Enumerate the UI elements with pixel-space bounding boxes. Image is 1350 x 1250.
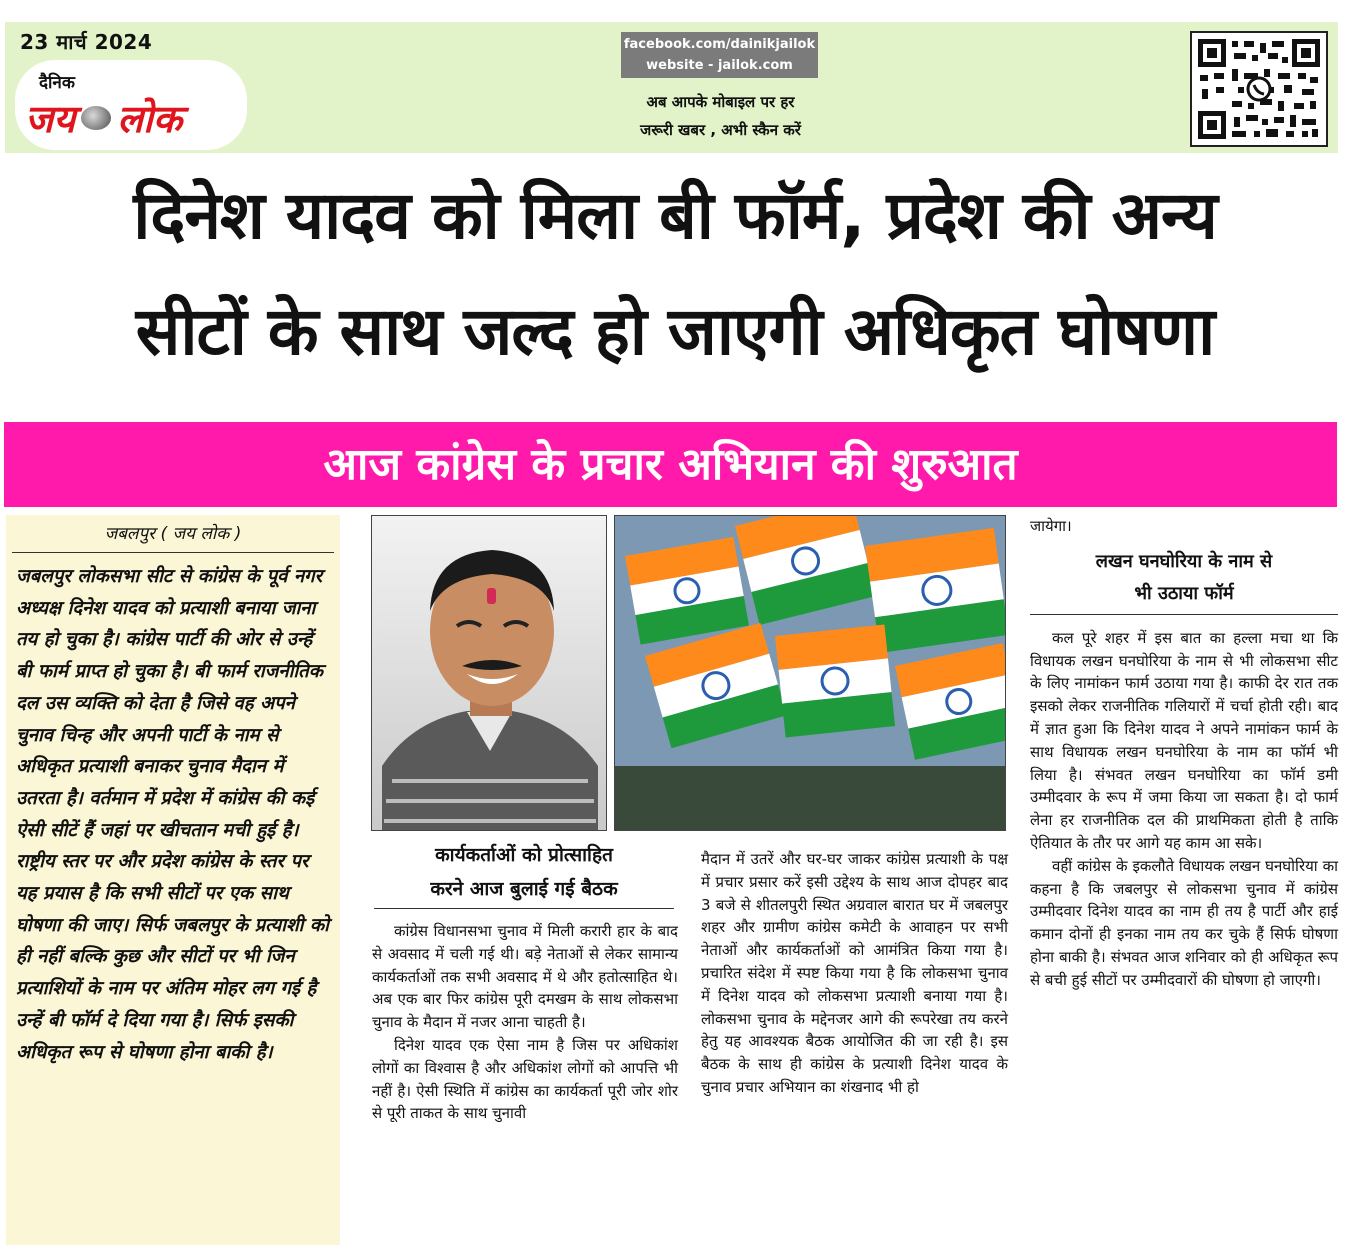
meeting-para-1: कांग्रेस विधानसभा चुनाव में मिली करारी हार के बाद से अवसाद में चली गई थी। बड़े नेताओं से लेकर सामान्य कार्यकर्ताओं तक सभी अवसाद में थे और हतोत्साहित थे। अब एक बार फिर कांग्रेस पूरी दमखम के साथ लोकसभा चुनाव के मैदान में नजर आना चाहती है।	[372, 922, 678, 1032]
lakhan-subheading	[1030, 546, 1338, 615]
scan-line-2: जरूरी खबर , अभी स्कैन करें	[640, 121, 801, 139]
logo-word-lok: लोक	[117, 97, 183, 141]
continuation-para: मैदान में उतरें और घर-घर जाकर कांग्रेस प्रत्याशी के पक्ष में प्रचार प्रसार करें इसी उद्देश्य के साथ आज दोपहर बाद 3 बजे से शीतलपुरी स्थित अग्रवाल बारात घर में जबलपुर शहर और ग्रामीण कांग्रेस कमेटी के आवाहन पर सभी नेताओं और कार्यकर्ताओं को आमंत्रित किया गया है। प्रचारित संदेश में स्पष्ट किया गया है कि लोकसभा चुनाव में दिनेश यादव को लोकसभा प्रत्याशी बनाया गया है। लोकसभा चुनाव के मद्देनजर आगे की रूपरेखा तय करने हेतु यह आवश्यक बैठक आयोजित की जा रही है। इस बैठक के साथ ही कांग्रेस के प्रत्याशी दिनेश यादव के चुनाव प्रचार अभियान का शंखनाद भी हो	[701, 850, 1008, 1096]
headline-line-1: दिनेश यादव को मिला बी फॉर्म, प्रदेश की अन्य	[133, 177, 1217, 254]
dateline: जबलपुर ( जय लोक )	[12, 515, 334, 553]
lakhan-subheading-line-2: भी उठाया फॉर्म	[1134, 582, 1234, 604]
logo-dainik: दैनिक	[39, 73, 75, 93]
logo-word-jai: जय	[25, 97, 76, 141]
lakhan-para-1: कल पूरे शहर में इस बात का हल्ला मचा था कि विधायक लखन घनघोरिया के नाम से भी लोकसभा सीट के लिए नामांकन फार्म उठाया गया है। काफी देर रात तक इसको लेकर राजनीतिक गलियारों में चर्चा होती रही। बाद में ज्ञात हुआ कि दिनेश यादव ने अपने नामांकन फार्म के साथ विधायक लखन घनघोरिया के नाम का फॉर्म भी लिया है। संभवत लखन घनघोरिया का फॉर्म डमी उम्मीदवार के रूप में जमा किया जा सकता है। दो फार्म लेना हर राजनीतिक दल की प्राथमिकता होती है ताकि ऐतियात के तौर पर आगे यह काम आ सके।	[1030, 628, 1338, 852]
congress-flags-photo	[614, 515, 1006, 831]
facebook-link[interactable]: facebook.com/dainikjailok	[623, 37, 816, 52]
masthead	[5, 22, 1338, 153]
meeting-subheading-line-1: कार्यकर्ताओं को प्रोत्साहित	[435, 844, 613, 866]
lakhan-subheading-line-1: लखन घनघोरिया के नाम से	[1095, 550, 1273, 572]
logo-title	[25, 92, 182, 144]
continuation-column	[701, 848, 1008, 1099]
meeting-subheading	[374, 838, 674, 909]
social-links	[621, 32, 818, 78]
meeting-subheading-line-2: करने आज बुलाई गई बैठक	[430, 878, 618, 900]
lakhan-story-column	[1030, 515, 1338, 992]
scan-prompt	[588, 88, 853, 144]
continued-text: जायेगा।	[1030, 517, 1072, 535]
lead-story-text: जबलपुर लोकसभा सीट से कांग्रेस के पूर्व नगर अध्यक्ष दिनेश यादव को प्रत्याशी बनाया जाना तय हो चुका है। कांग्रेस पार्टी की ओर से उन्हें बी फार्म प्राप्त हो चुका है। बी फार्म राजनीतिक दल उस व्यक्ति को देता है जिसे वह अपने चुनाव चिन्ह और अपनी पार्टी के नाम से अधिकृत प्रत्याशी बनाकर चुनाव मैदान में उतरता है। वर्तमान में प्रदेश में कांग्रेस की कई ऐसी सीटें हैं जहां पर खीचतान मची हुई है। राष्ट्रीय स्तर पर और प्रदेश कांग्रेस के स्तर पर यह प्रयास है कि सभी सीटों पर एक साथ घोषणा की जाए। सिर्फ जबलपुर के प्रत्याशी को ही नहीं बल्कि कुछ और सीटों पर भी जिन प्रत्याशियों के नाम पर अंतिम मोहर लग गई है उन्हें बी फॉर्म दे दिया गया है। सिर्फ इसकी अधिकृत रूप से घोषणा होना बाकी है।	[16, 566, 329, 1063]
lead-column	[6, 515, 340, 1245]
globe-icon	[81, 106, 111, 130]
meeting-para-2: दिनेश यादव एक ऐसा नाम है जिस पर अधिकांश लोगों का विश्वास है और अधिकांश लोगों को आपत्ति भी नहीं है। ऐसी स्थिति में कांग्रेस का कार्यकर्ता पूरी जोर शोर से पूरी ताकत के साथ चुनावी	[372, 1035, 678, 1123]
qr-code-icon[interactable]	[1190, 31, 1328, 147]
website-link[interactable]: website - jailok.com	[646, 58, 793, 73]
issue-date: 23 मार्च 2024	[20, 30, 153, 54]
headline-line-2: सीटों के साथ जल्द हो जाएगी अधिकृत घोषणा	[135, 293, 1215, 370]
scan-line-1: अब आपके मोबाइल पर हर	[646, 93, 795, 111]
main-headline	[0, 158, 1350, 408]
lakhan-para-2: वहीं कांग्रेस के इकलौते विधायक लखन घनघोरिया का कहना है कि जबलपुर से लोकसभा चुनाव में कांग्रेस उम्मीदवार दिनेश यादव का नाम ही तय है पार्टी और हाई कमान दोनों ही इनका नाम तय कर चुके हैं सिर्फ घोषणा होना बाकी है। संभवत आज शनिवार को ही अधिकृत रूप से बची हुई सीटों पर उम्मीदवारों की घोषणा हो जाएगी।	[1030, 856, 1338, 989]
campaign-banner: आज कांग्रेस के प्रचार अभियान की शुरुआत	[4, 422, 1337, 507]
meeting-story-column	[372, 920, 678, 1125]
candidate-photo	[371, 515, 607, 831]
